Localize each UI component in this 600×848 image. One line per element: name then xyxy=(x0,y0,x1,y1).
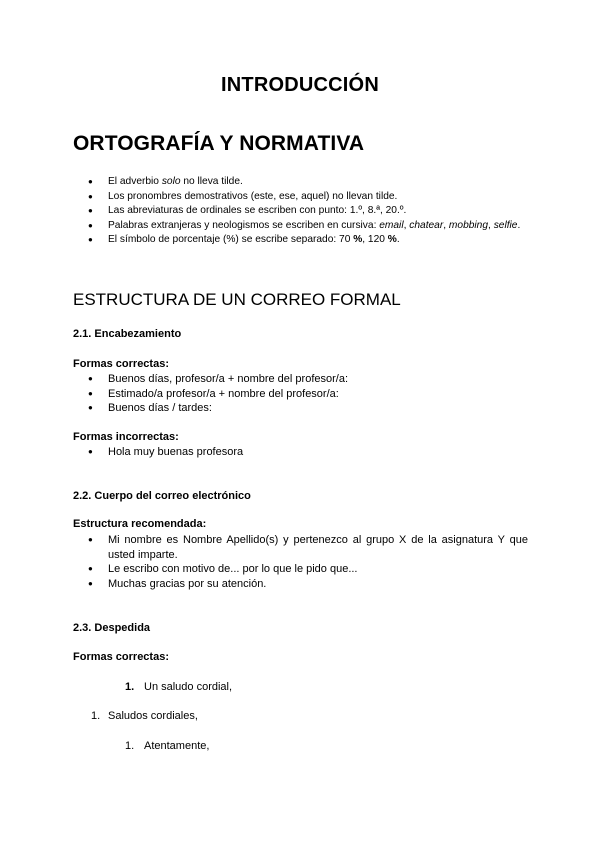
list-item: ● Buenos días, profesor/a + nombre del profesor/a: xyxy=(73,372,533,387)
list-item: ● Los pronombres demostrativos (este, ese, aquel) no llevan tilde. xyxy=(73,190,533,205)
list-item: ● Hola muy buenas profesora xyxy=(73,445,533,460)
list-item: ● Le escribo con motivo de... por lo que le pido que... xyxy=(73,562,528,577)
numbered-item: 1. Un saludo cordial, xyxy=(125,681,233,693)
numbered-item: 1. Saludos cordiales, xyxy=(91,710,198,722)
list-item: ● El adverbio solo no lleva tilde. xyxy=(73,175,533,190)
document-title: INTRODUCCIÓN xyxy=(221,74,379,96)
list-item: ● Buenos días / tardes: xyxy=(73,401,533,416)
list-item: ● Palabras extranjeras y neologismos se escriben en cursiva: email, chatear, mobbing, selfie. xyxy=(73,219,533,234)
encabezamiento-correct-list xyxy=(73,372,533,416)
correct-forms-label: Formas correctas: xyxy=(73,358,169,370)
list-item: ● Las abreviaturas de ordinales se escriben con punto: 1.º, 8.ª, 20.º. xyxy=(73,204,533,219)
list-item: ● Estimado/a profesor/a + nombre del profesor/a: xyxy=(73,387,533,402)
numbered-item: 1. Atentamente, xyxy=(125,740,210,752)
cuerpo-list xyxy=(73,533,528,591)
encabezamiento-incorrect-list xyxy=(73,445,533,460)
subsection-heading-despedida: 2.3. Despedida xyxy=(73,622,151,634)
section-heading-ortografia: ORTOGRAFÍA Y NORMATIVA xyxy=(73,132,365,155)
despedida-correct-label: Formas correctas: xyxy=(73,651,169,663)
list-item: ● El símbolo de porcentaje (%) se escribe separado: 70 %, 120 %. xyxy=(73,233,533,248)
list-item: ● Mi nombre es Nombre Apellido(s) y pertenezco al grupo X de la asignatura Y que usted imparte. xyxy=(73,533,528,562)
subsection-heading-cuerpo: 2.2. Cuerpo del correo electrónico xyxy=(73,490,251,502)
list-item: ● Muchas gracias por su atención. xyxy=(73,577,528,592)
subsection-heading-encabezamiento: 2.1. Encabezamiento xyxy=(73,328,182,340)
recommended-structure-label: Estructura recomendada: xyxy=(73,518,207,530)
section-heading-estructura: ESTRUCTURA DE UN CORREO FORMAL xyxy=(73,290,401,309)
incorrect-forms-label: Formas incorrectas: xyxy=(73,431,179,443)
ortografia-list xyxy=(73,175,533,248)
